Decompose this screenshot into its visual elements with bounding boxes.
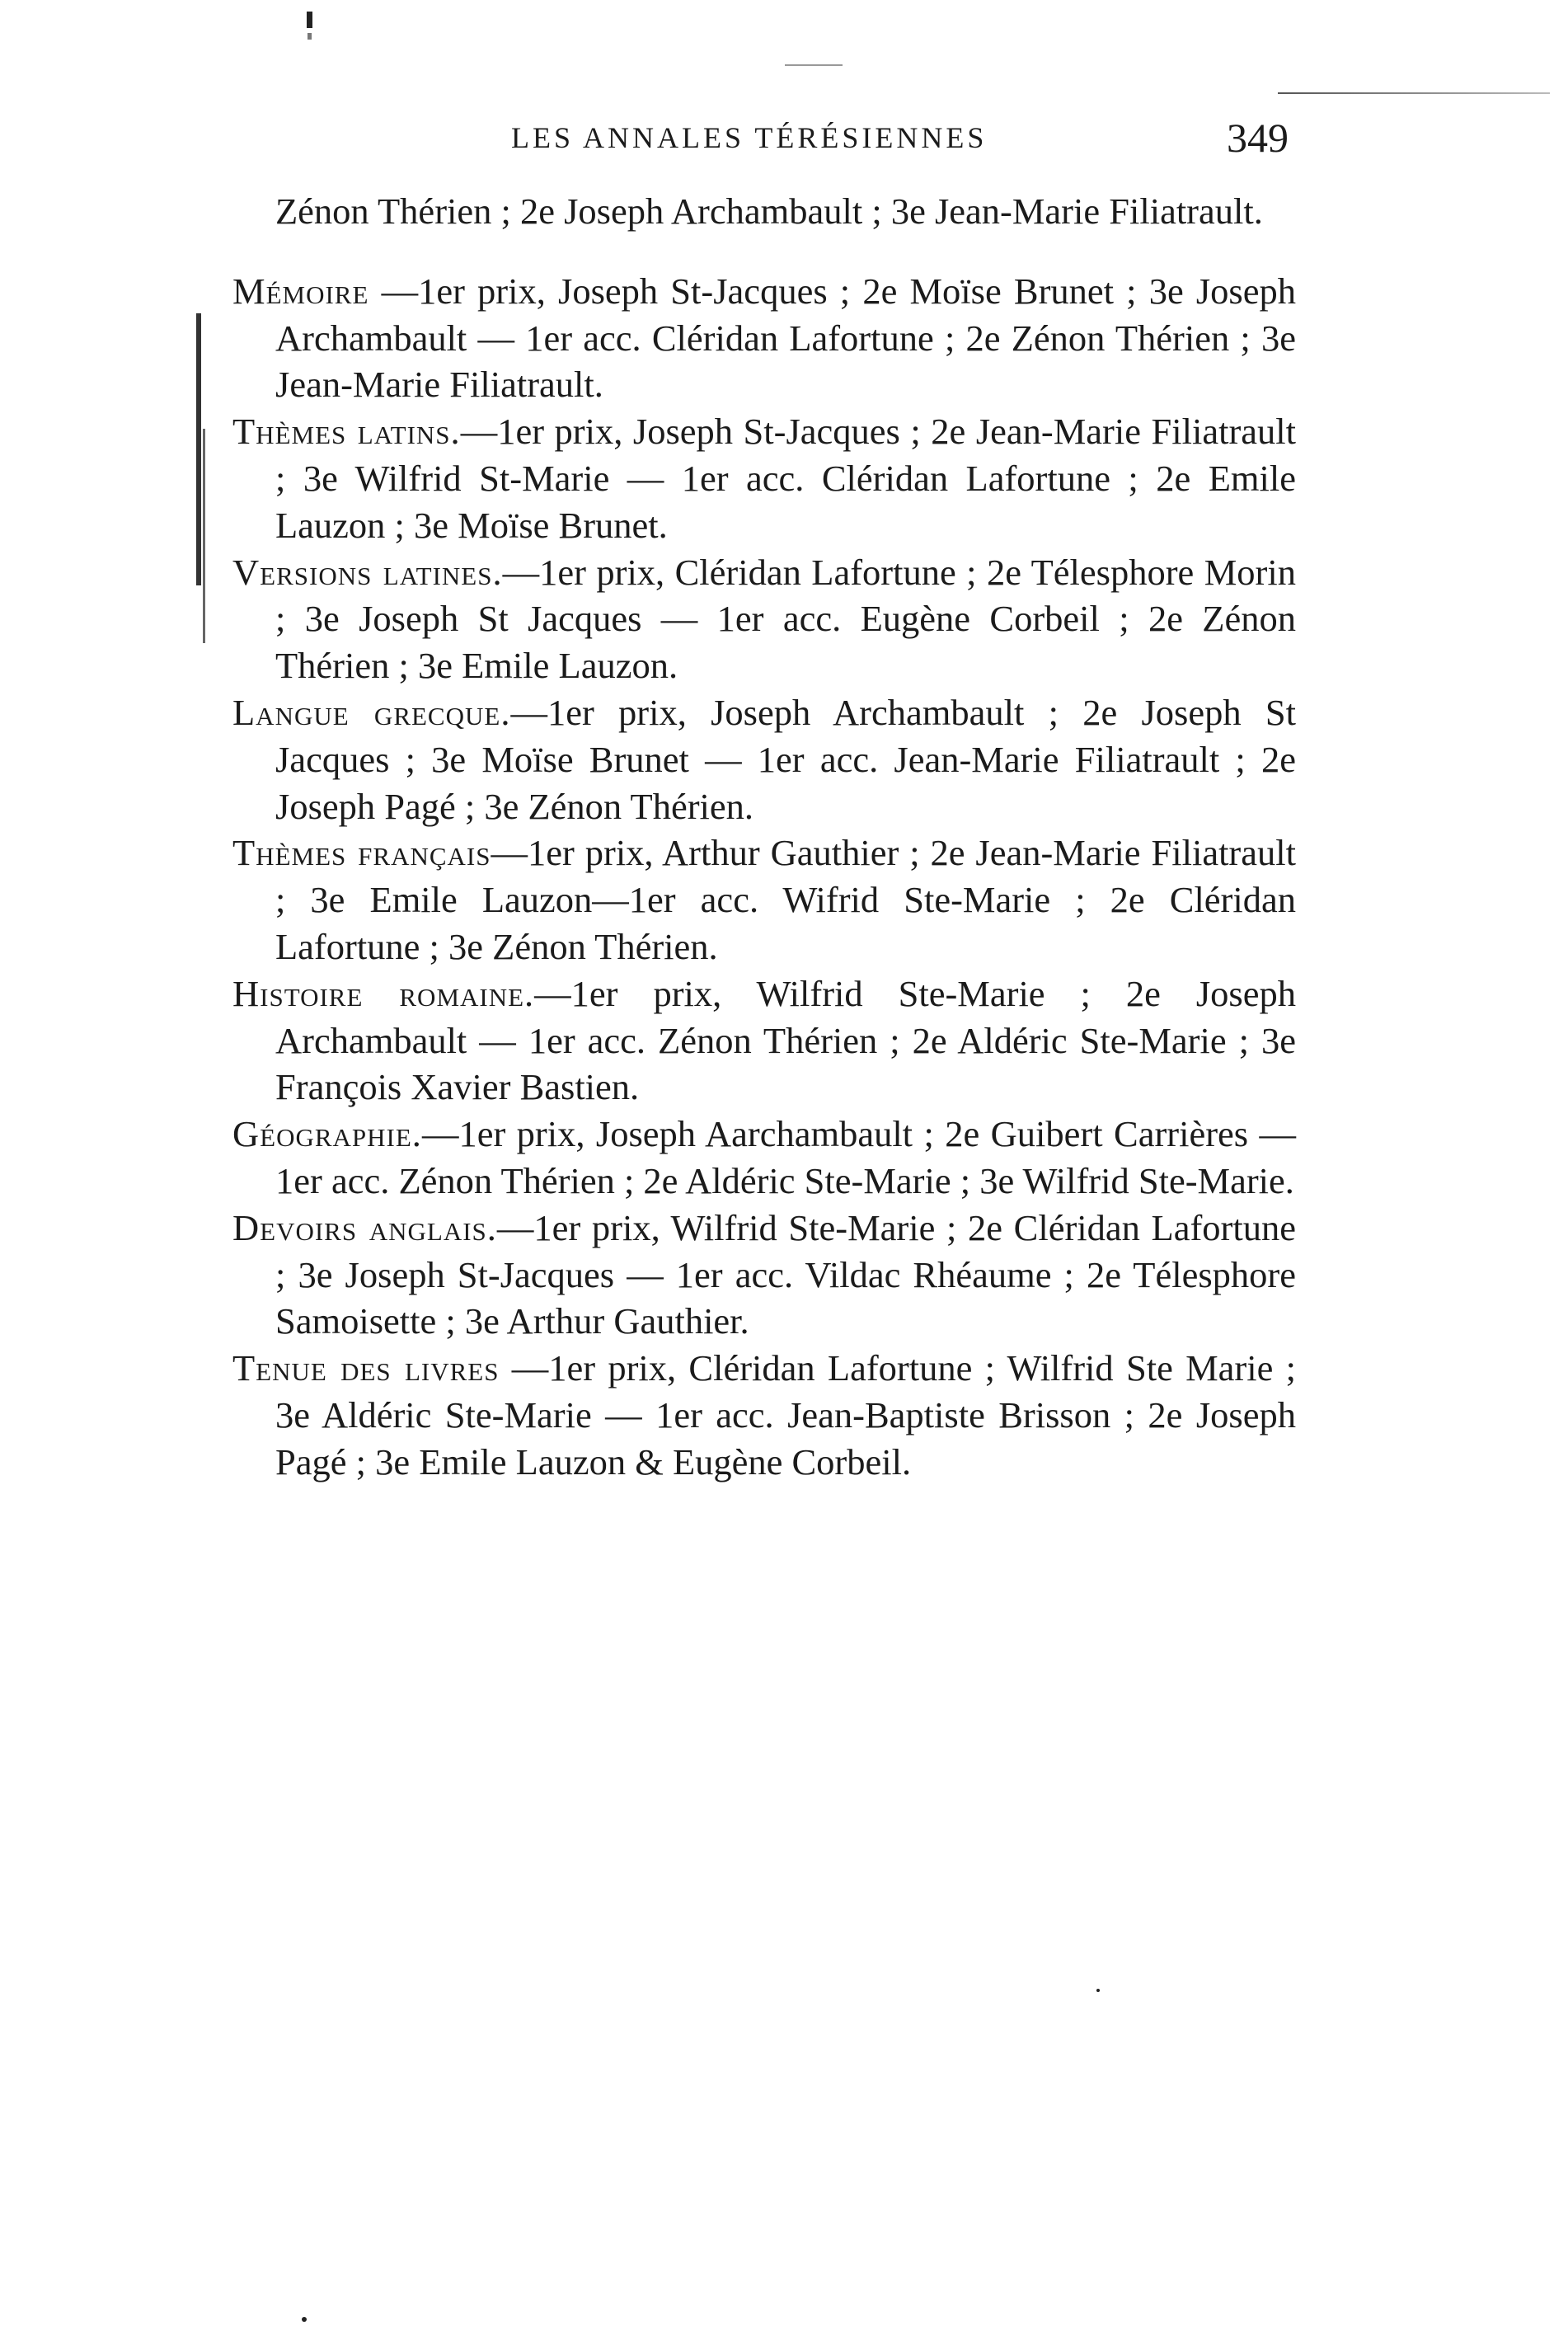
entry-text: —1er prix, Joseph Aarchambault ; 2e Guibert Carrières — 1er acc. Zénon Thérien ; 2e Aldéric Ste-Marie ; 3e Wilfrid Ste-Marie. [275,1113,1296,1201]
list-item [232,970,1296,1111]
list-item [232,268,1296,408]
subject-heading: Mémoire [232,270,369,312]
entry-text: —1er prix, Joseph St-Jacques ; 2e Jean-Marie Filiatrault ; 3e Wilfrid St-Marie — 1er acc. Cléridan Lafortune ; 2e Emile Lauzon ; 3e Moïse Brunet. [275,411,1296,546]
scan-speck [307,12,312,28]
running-title: LES ANNALES TÉRÉSIENNES [511,121,988,154]
scan-speck [1096,1989,1100,1992]
scan-margin-bar [203,429,205,643]
entry-text: —1er prix, Wilfrid Ste-Marie ; 2e Joseph Archambault — 1er acc. Zénon Thérien ; 2e Aldéric Ste-Marie ; 3e François Xavier Bastien. [275,972,1296,1108]
subject-heading: Géographie. [232,1113,422,1155]
list-item [232,1205,1296,1345]
subject-heading: Devoirs anglais. [232,1206,497,1248]
subject-heading: Histoire romaine. [232,972,535,1014]
page-header [0,114,1568,163]
entry-text: —1er prix, Joseph Archambault ; 2e Joseph St Jacques ; 3e Moïse Brunet — 1er acc. Jean-Marie Filiatrault ; 2e Joseph Pagé ; 3e Zénon Thérien. [275,691,1296,827]
list-item [232,549,1296,689]
scan-speck [302,2317,307,2322]
entry-text: —1er prix, Arthur Gauthier ; 2e Jean-Marie Filiatrault ; 3e Emile Lauzon—1er acc. Wifrid Ste-Marie ; 2e Cléridan Lafortune ; 3e Zénon Thérien. [275,832,1296,967]
scan-margin-bar [196,313,201,585]
entry-text: —1er prix, Wilfrid Ste-Marie ; 2e Cléridan Lafortune ; 3e Joseph St-Jacques — 1er acc. Vildac Rhéaume ; 2e Télesphore Samoisette ; 3e Arthur Gauthier. [275,1206,1296,1342]
prize-list [232,188,1296,1486]
list-item [232,829,1296,970]
subject-heading: Tenue des livres [232,1347,500,1389]
entry-text: —1er prix, Cléridan Lafortune ; Wilfrid Ste Marie ; 3e Aldéric Ste-Marie — 1er acc. Jean-Baptiste Brisson ; 2e Joseph Pagé ; 3e Emile Lauzon & Eugène Corbeil. [275,1347,1296,1482]
list-item [232,188,1296,235]
subject-heading: Thèmes latins. [232,411,461,453]
subject-heading: Versions latines. [232,551,503,593]
header-rule [1278,92,1550,94]
entry-text: —1er prix, Cléridan Lafortune ; 2e Télesphore Morin ; 3e Joseph St Jacques — 1er acc. Eugène Corbeil ; 2e Zénon Thérien ; 3e Emile Lauzon. [275,551,1296,687]
entry-text: Zénon Thérien ; 2e Joseph Archambault ; 3e Jean-Marie Filiatrault. [275,190,1263,232]
subject-heading: Thèmes français [232,832,491,874]
list-item [232,408,1296,548]
subject-heading: Langue grecque. [232,691,511,733]
page-number: 349 [1227,115,1289,161]
scan-rule [785,64,843,66]
list-item [232,1345,1296,1485]
list-item [232,689,1296,829]
entry-text: —1er prix, Joseph St-Jacques ; 2e Moïse Brunet ; 3e Joseph Archambault — 1er acc. Cléridan Lafortune ; 2e Zénon Thérien ; 3e Jean-Marie Filiatrault. [275,270,1296,406]
scan-speck [307,33,312,40]
list-item [232,1111,1296,1205]
